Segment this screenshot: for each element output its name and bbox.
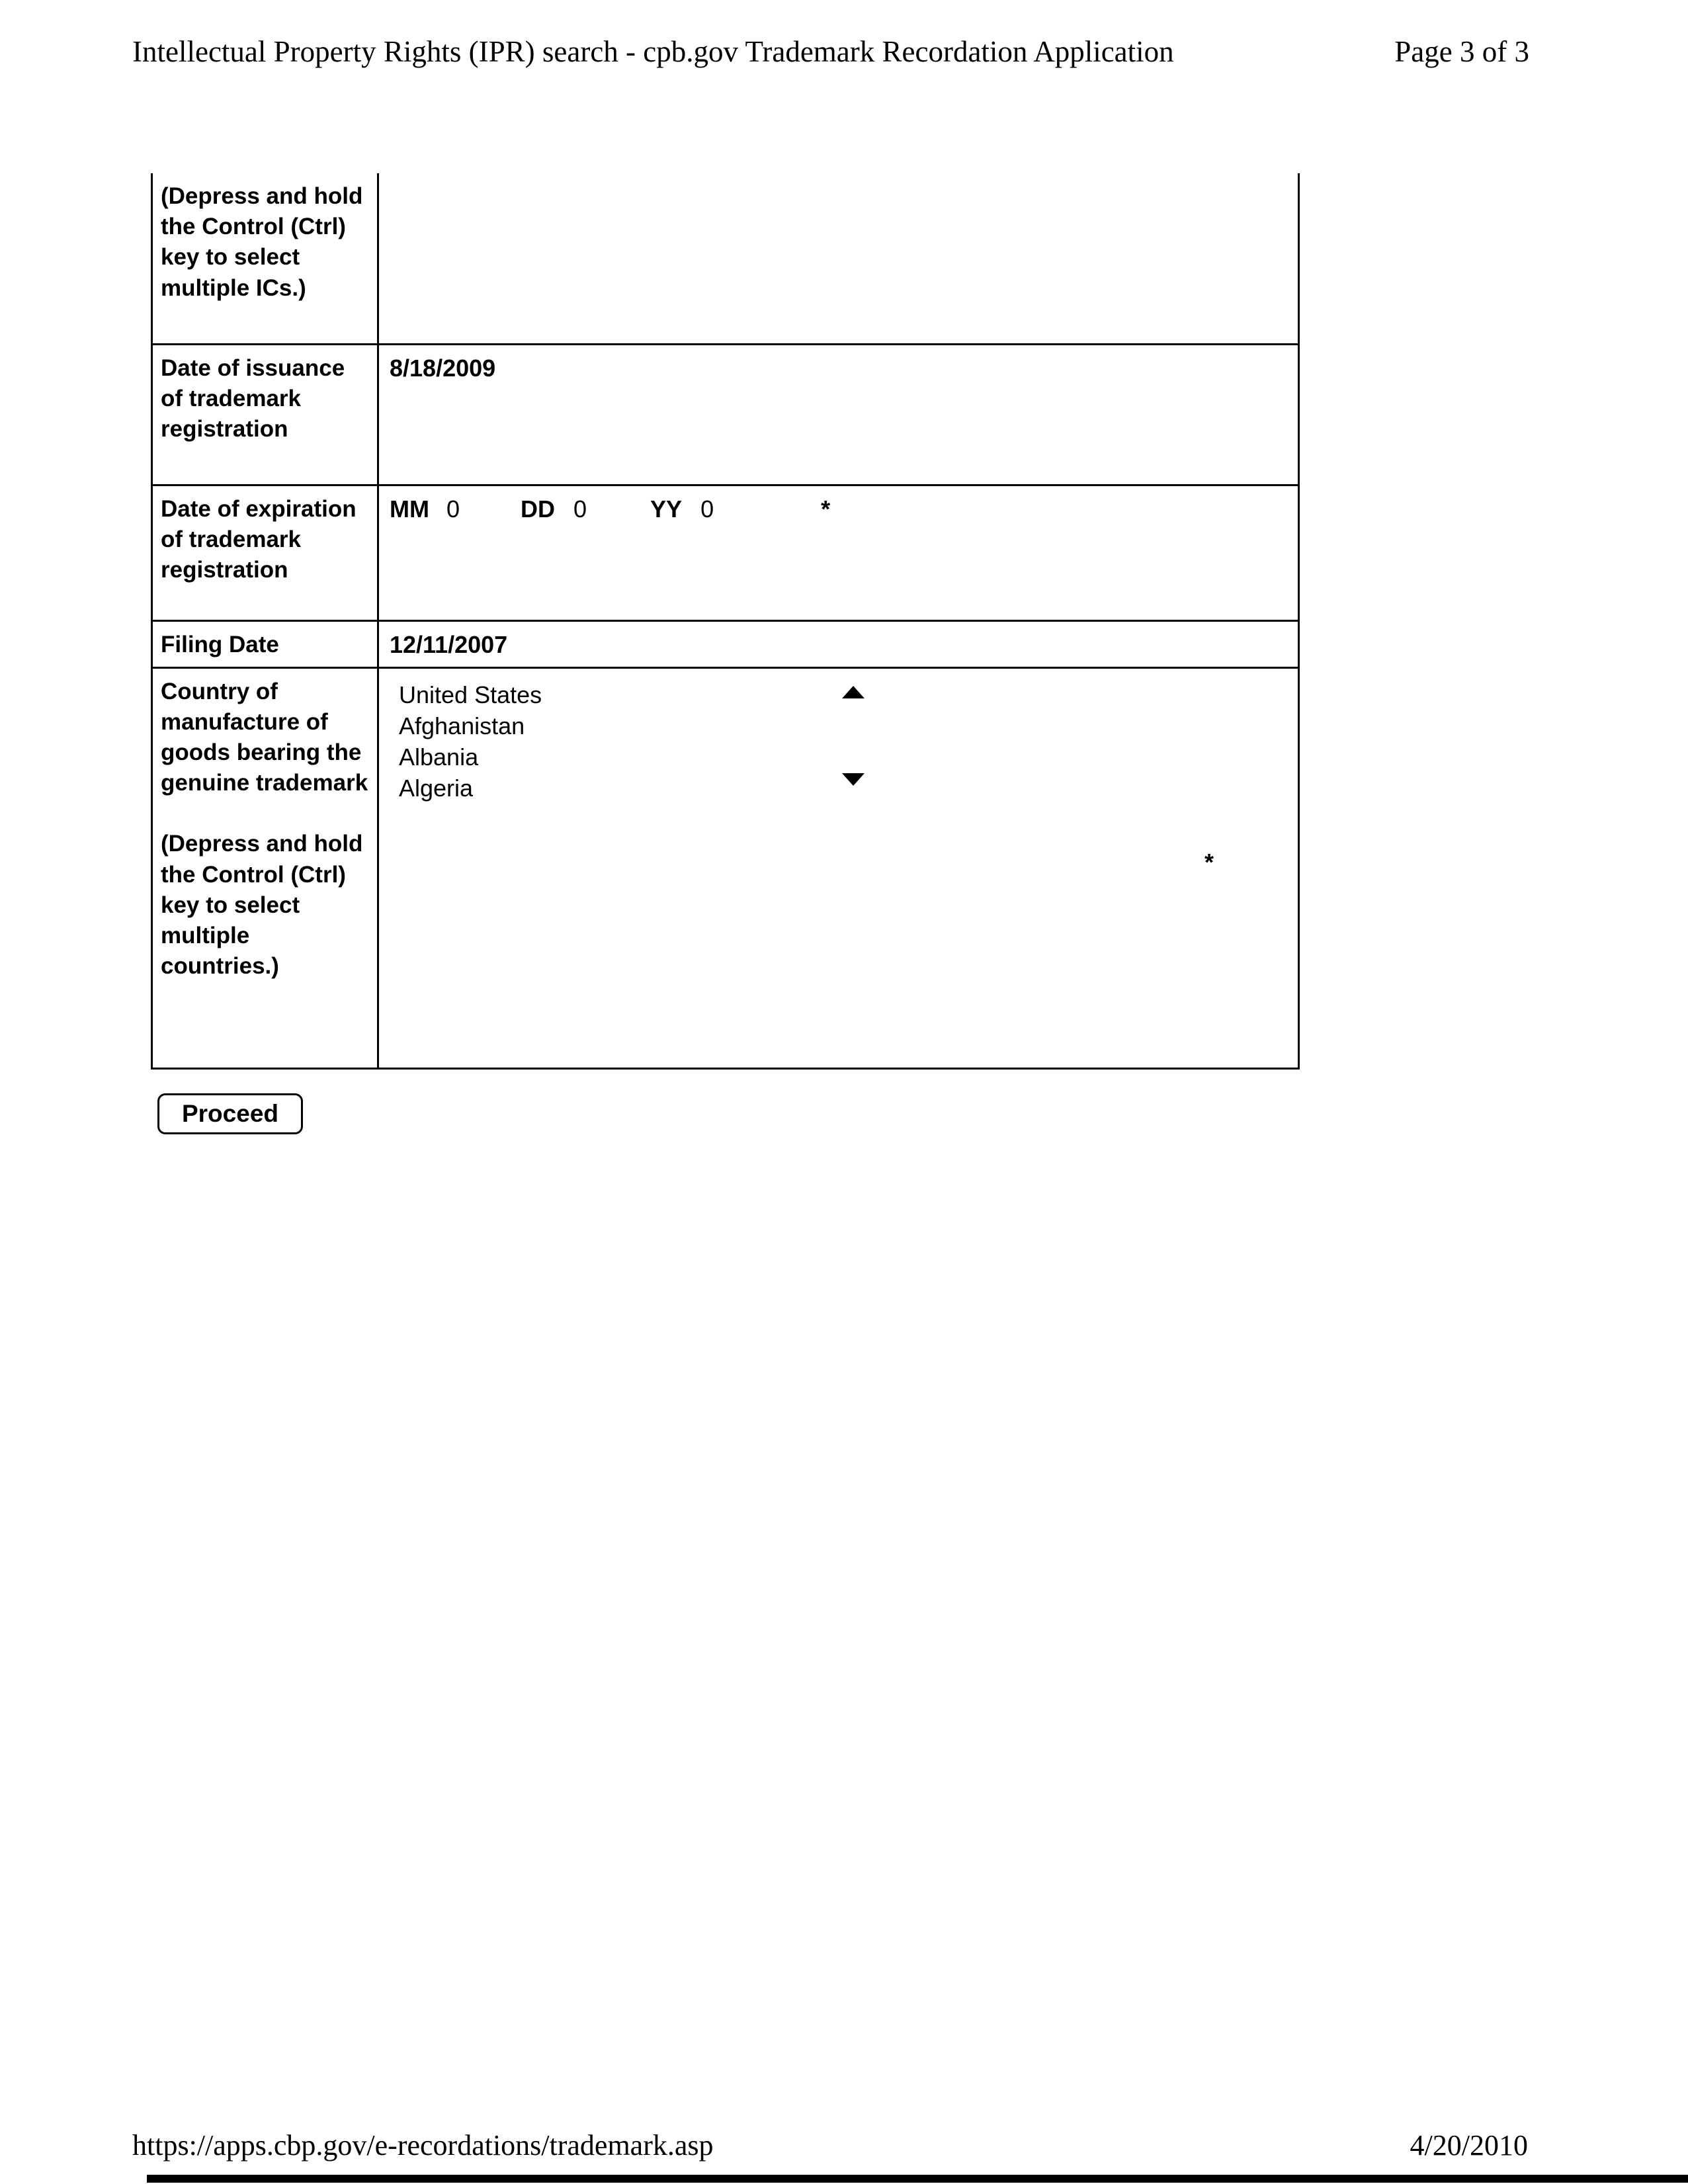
document-title: Intellectual Property Rights (IPR) search - cpb.gov Trademark Recordation Application [132, 35, 1174, 68]
issuance-date-label: Date of issuance of trademark registration [152, 344, 378, 485]
expiration-date-value-cell [378, 485, 1299, 620]
footer-date: 4/20/2010 [1410, 2129, 1528, 2162]
expiration-yy-select[interactable]: 0 [700, 495, 714, 523]
issuance-date-value: 8/18/2009 [378, 344, 1299, 485]
trademark-form-table [151, 173, 1300, 1070]
expiration-required-asterisk: * [821, 495, 831, 523]
expiration-dd-label: DD [521, 495, 556, 523]
country-label-cell [152, 667, 378, 1068]
footer-url: https://apps.cbp.gov/e-recordations/trademark.asp [132, 2129, 714, 2162]
filing-date-label: Filing Date [152, 620, 378, 667]
country-option-albania[interactable]: Albania [399, 743, 479, 771]
expiration-yy-label: YY [650, 495, 683, 523]
expiration-mm-label: MM [390, 495, 429, 523]
page-indicator: Page 3 of 3 [1394, 35, 1529, 68]
proceed-button[interactable]: Proceed [157, 1093, 303, 1134]
ics-note-value-cell [378, 173, 1299, 344]
expiration-dd-select[interactable]: 0 [573, 495, 587, 523]
table-row-expiration-date [152, 485, 1299, 620]
country-multiselect-note: (Depress and hold the Control (Ctrl) key to select multiple countries.) [161, 831, 363, 980]
ics-note-label: (Depress and hold the Control (Ctrl) key to select multiple ICs.) [152, 173, 378, 344]
country-option-united-states[interactable]: United States [399, 681, 542, 708]
country-option-algeria[interactable]: Algeria [399, 774, 474, 802]
page-header [132, 34, 1529, 69]
scan-edge-artifact [147, 2175, 1688, 2183]
country-label: Country of manufacture of goods bearing the genuine trademark [161, 678, 368, 796]
table-row-issuance-date [152, 344, 1299, 485]
filing-date-value: 12/11/2007 [378, 620, 1299, 667]
table-row-filing-date [152, 620, 1299, 667]
expiration-date-label: Date of expiration of trademark registration [152, 485, 378, 620]
country-required-asterisk: * [1204, 848, 1214, 876]
country-value-cell [378, 667, 1299, 1068]
table-row-country-of-manufacture [152, 667, 1299, 1068]
scroll-down-icon[interactable] [842, 773, 865, 786]
scroll-up-icon[interactable] [842, 686, 865, 698]
country-option-afghanistan[interactable]: Afghanistan [399, 712, 525, 739]
page-footer [132, 2128, 1528, 2162]
expiration-mm-select[interactable]: 0 [446, 495, 460, 523]
table-row-ics-note [152, 173, 1299, 344]
